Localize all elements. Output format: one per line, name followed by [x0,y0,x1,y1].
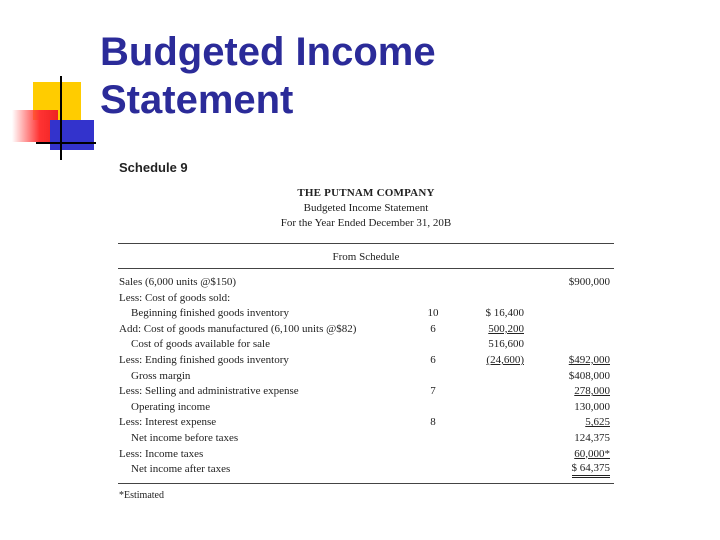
row-schedule: 7 [430,385,436,398]
table-row [118,400,614,416]
row-total: $ 64,375 [572,462,611,478]
statement-name: Budgeted Income Statement [303,202,429,214]
table-row [118,384,614,400]
row-amount: $ 16,400 [485,307,524,320]
footnote: *Estimated [119,490,164,501]
row-amount: (24,600) [486,353,524,366]
table-header-rule [118,268,614,269]
row-total: $492,000 [568,353,610,366]
row-label: Gross margin [131,369,191,382]
row-amount: 500,200 [488,322,524,335]
table-bottom-rule [118,483,614,484]
row-total: $408,000 [568,369,610,382]
table-row [118,306,614,322]
decor-horizontal-line [36,142,96,144]
row-label: Less: Ending finished goods inventory [119,353,289,366]
table-row [118,353,614,369]
row-label: Cost of goods available for sale [131,338,270,351]
row-total: 278,000 [574,385,610,398]
table-row [118,369,614,385]
statement-header [118,186,614,231]
row-schedule: 8 [430,416,436,429]
row-amount: 516,600 [488,338,524,351]
row-total: $900,000 [568,276,610,288]
row-label: Add: Cost of goods manufactured (6,100 units @$82) [119,322,357,335]
row-label: Beginning finished goods inventory [131,307,289,320]
slide-title-line-1: Budgeted Income [100,30,436,74]
row-label: Net income before taxes [131,431,239,444]
table-row [118,322,614,338]
decor-blue-square [50,120,94,150]
table-row [118,337,614,353]
row-schedule: 10 [427,307,439,320]
table-row [118,462,614,478]
row-total: 124,375 [574,431,610,444]
row-label: Less: Cost of goods sold: [119,291,231,304]
row-label: Operating income [131,400,211,413]
table-row [118,275,614,291]
income-statement-table [118,275,614,478]
row-total: 130,000 [574,400,610,413]
row-total: 5,625 [585,416,610,429]
slide-title-line-2: Statement [100,78,294,122]
row-schedule: 6 [430,353,436,366]
from-schedule-header: From Schedule [332,251,400,263]
slide-title [100,28,436,124]
row-total: 60,000* [574,447,610,460]
row-label: Less: Income taxes [119,447,204,460]
row-label: Less: Interest expense [119,416,217,429]
row-label: Less: Selling and administrative expense [119,385,299,398]
table-row [118,431,614,447]
company-name: THE PUTNAM COMPANY [297,187,435,199]
table-top-rule [118,243,614,244]
row-label: Net income after taxes [131,463,231,476]
row-label: Sales (6,000 units @$150) [119,276,237,288]
decor-vertical-line [60,76,62,160]
table-row [118,291,614,307]
schedule-label: Schedule 9 [119,160,188,175]
table-row [118,415,614,431]
row-schedule: 6 [430,322,436,335]
statement-period: For the Year Ended December 31, 20B [280,217,452,229]
table-row [118,447,614,463]
